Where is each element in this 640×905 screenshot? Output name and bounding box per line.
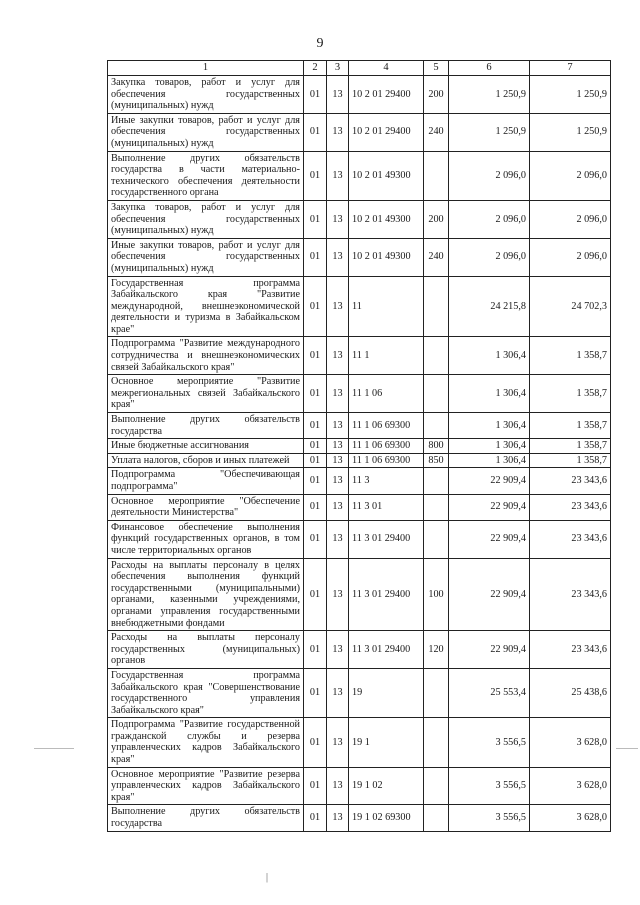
amount-year1-cell: 2 096,0 xyxy=(449,151,530,200)
amount-year1-cell: 2 096,0 xyxy=(449,200,530,238)
target-article-cell: 11 xyxy=(349,276,424,337)
expense-type-cell xyxy=(424,668,449,717)
amount-year1-cell: 2 096,0 xyxy=(449,238,530,276)
target-article-cell: 11 3 01 29400 xyxy=(349,558,424,631)
section-cell: 01 xyxy=(304,468,327,494)
amount-year1-cell: 22 909,4 xyxy=(449,468,530,494)
header-col-5: 5 xyxy=(424,61,449,76)
expense-type-cell xyxy=(424,375,449,413)
amount-year1-cell: 25 553,4 xyxy=(449,668,530,717)
subsection-cell: 13 xyxy=(327,276,349,337)
section-cell: 01 xyxy=(304,631,327,669)
amount-year1-cell: 22 909,4 xyxy=(449,558,530,631)
row-name-cell: Закупка товаров, работ и услуг для обеспечения государственных (муниципальных) нужд xyxy=(108,200,304,238)
amount-year1-cell: 3 556,5 xyxy=(449,767,530,805)
expense-type-cell xyxy=(424,413,449,439)
expense-type-cell xyxy=(424,276,449,337)
header-col-3: 3 xyxy=(327,61,349,76)
header-row xyxy=(108,61,611,76)
expense-type-cell xyxy=(424,805,449,831)
target-article-cell: 11 3 01 xyxy=(349,494,424,520)
section-cell: 01 xyxy=(304,200,327,238)
row-name-cell: Уплата налогов, сборов и иных платежей xyxy=(108,453,304,468)
target-article-cell: 10 2 01 49300 xyxy=(349,200,424,238)
amount-year2-cell: 1 358,7 xyxy=(530,337,611,375)
amount-year1-cell: 1 306,4 xyxy=(449,375,530,413)
subsection-cell: 13 xyxy=(327,375,349,413)
amount-year2-cell: 23 343,6 xyxy=(530,468,611,494)
target-article-cell: 11 1 xyxy=(349,337,424,375)
table-row xyxy=(108,453,611,468)
amount-year2-cell: 23 343,6 xyxy=(530,494,611,520)
section-cell: 01 xyxy=(304,805,327,831)
expense-type-cell: 200 xyxy=(424,200,449,238)
target-article-cell: 11 1 06 69300 xyxy=(349,413,424,439)
amount-year1-cell: 1 250,9 xyxy=(449,76,530,114)
section-cell: 01 xyxy=(304,375,327,413)
amount-year1-cell: 22 909,4 xyxy=(449,494,530,520)
expense-type-cell xyxy=(424,767,449,805)
amount-year2-cell: 24 702,3 xyxy=(530,276,611,337)
row-name-cell: Подпрограмма "Развитие международного сотрудничества и внешнеэкономических связей Забайкальского края" xyxy=(108,337,304,375)
table-row xyxy=(108,631,611,669)
amount-year2-cell: 3 628,0 xyxy=(530,767,611,805)
budget-table xyxy=(107,60,611,832)
row-name-cell: Финансовое обеспечение выполнения функций государственных органов, в том числе территориальных органов xyxy=(108,520,304,558)
table-row xyxy=(108,767,611,805)
row-name-cell: Расходы на выплаты персоналу государственных (муниципальных) органов xyxy=(108,631,304,669)
section-cell: 01 xyxy=(304,439,327,454)
table-row xyxy=(108,439,611,454)
section-cell: 01 xyxy=(304,494,327,520)
section-cell: 01 xyxy=(304,337,327,375)
table-row xyxy=(108,151,611,200)
row-name-cell: Иные закупки товаров, работ и услуг для обеспечения государственных (муниципальных) нужд xyxy=(108,113,304,151)
amount-year1-cell: 24 215,8 xyxy=(449,276,530,337)
target-article-cell: 11 1 06 69300 xyxy=(349,453,424,468)
row-name-cell: Выполнение других обязательств государства в части материально-технического обеспечения деятельности государственного органа xyxy=(108,151,304,200)
row-name-cell: Выполнение других обязательств государства xyxy=(108,413,304,439)
section-cell: 01 xyxy=(304,718,327,767)
amount-year1-cell: 1 306,4 xyxy=(449,439,530,454)
amount-year2-cell: 1 358,7 xyxy=(530,413,611,439)
subsection-cell: 13 xyxy=(327,453,349,468)
amount-year2-cell: 2 096,0 xyxy=(530,238,611,276)
table-row xyxy=(108,337,611,375)
subsection-cell: 13 xyxy=(327,76,349,114)
target-article-cell: 11 3 01 29400 xyxy=(349,631,424,669)
table-body xyxy=(108,76,611,832)
table-row xyxy=(108,468,611,494)
row-name-cell: Подпрограмма "Обеспечивающая подпрограмма" xyxy=(108,468,304,494)
expense-type-cell xyxy=(424,337,449,375)
amount-year2-cell: 3 628,0 xyxy=(530,718,611,767)
subsection-cell: 13 xyxy=(327,337,349,375)
table-row xyxy=(108,668,611,717)
amount-year2-cell: 1 250,9 xyxy=(530,113,611,151)
subsection-cell: 13 xyxy=(327,805,349,831)
target-article-cell: 19 1 xyxy=(349,718,424,767)
target-article-cell: 19 1 02 xyxy=(349,767,424,805)
subsection-cell: 13 xyxy=(327,520,349,558)
section-cell: 01 xyxy=(304,276,327,337)
amount-year1-cell: 1 250,9 xyxy=(449,113,530,151)
expense-type-cell: 850 xyxy=(424,453,449,468)
row-name-cell: Расходы на выплаты персоналу в целях обеспечения выполнения функций государственными (муниципальными) органами, казенными учреждениями, органами управления государственными внебюджетными фондами xyxy=(108,558,304,631)
row-name-cell: Подпрограмма "Развитие государственной гражданской службы и резерва управленческих кадров Забайкальского края" xyxy=(108,718,304,767)
subsection-cell: 13 xyxy=(327,468,349,494)
table-row xyxy=(108,113,611,151)
header-col-6: 6 xyxy=(449,61,530,76)
scan-artifact-line xyxy=(34,748,74,749)
amount-year2-cell: 2 096,0 xyxy=(530,200,611,238)
section-cell: 01 xyxy=(304,767,327,805)
amount-year2-cell: 3 628,0 xyxy=(530,805,611,831)
subsection-cell: 13 xyxy=(327,668,349,717)
subsection-cell: 13 xyxy=(327,238,349,276)
row-name-cell: Основное мероприятие "Развитие резерва управленческих кадров Забайкальского края" xyxy=(108,767,304,805)
amount-year2-cell: 23 343,6 xyxy=(530,520,611,558)
section-cell: 01 xyxy=(304,238,327,276)
amount-year2-cell: 1 250,9 xyxy=(530,76,611,114)
amount-year2-cell: 1 358,7 xyxy=(530,439,611,454)
page-number: 9 xyxy=(316,36,324,51)
expense-type-cell: 120 xyxy=(424,631,449,669)
expense-type-cell xyxy=(424,520,449,558)
subsection-cell: 13 xyxy=(327,631,349,669)
row-name-cell: Государственная программа Забайкальского края "Совершенствование государственного управления Забайкальского края" xyxy=(108,668,304,717)
target-article-cell: 10 2 01 49300 xyxy=(349,238,424,276)
row-name-cell: Закупка товаров, работ и услуг для обеспечения государственных (муниципальных) нужд xyxy=(108,76,304,114)
expense-type-cell xyxy=(424,468,449,494)
target-article-cell: 11 3 xyxy=(349,468,424,494)
subsection-cell: 13 xyxy=(327,151,349,200)
section-cell: 01 xyxy=(304,668,327,717)
section-cell: 01 xyxy=(304,413,327,439)
table-row xyxy=(108,76,611,114)
amount-year1-cell: 1 306,4 xyxy=(449,337,530,375)
subsection-cell: 13 xyxy=(327,718,349,767)
header-col-7: 7 xyxy=(530,61,611,76)
amount-year1-cell: 1 306,4 xyxy=(449,453,530,468)
header-col-2: 2 xyxy=(304,61,327,76)
section-cell: 01 xyxy=(304,76,327,114)
expense-type-cell xyxy=(424,151,449,200)
header-col-4: 4 xyxy=(349,61,424,76)
target-article-cell: 19 xyxy=(349,668,424,717)
row-name-cell: Основное мероприятие "Обеспечение деятельности Министерства" xyxy=(108,494,304,520)
section-cell: 01 xyxy=(304,558,327,631)
row-name-cell: Выполнение других обязательств государства xyxy=(108,805,304,831)
amount-year2-cell: 23 343,6 xyxy=(530,631,611,669)
table-row xyxy=(108,200,611,238)
amount-year2-cell: 25 438,6 xyxy=(530,668,611,717)
subsection-cell: 13 xyxy=(327,413,349,439)
table-row xyxy=(108,558,611,631)
amount-year2-cell: 2 096,0 xyxy=(530,151,611,200)
footer-mark: | xyxy=(266,872,269,883)
target-article-cell: 10 2 01 49300 xyxy=(349,151,424,200)
expense-type-cell: 800 xyxy=(424,439,449,454)
table-row xyxy=(108,375,611,413)
subsection-cell: 13 xyxy=(327,200,349,238)
table-row xyxy=(108,494,611,520)
expense-type-cell xyxy=(424,718,449,767)
target-article-cell: 19 1 02 69300 xyxy=(349,805,424,831)
target-article-cell: 11 1 06 xyxy=(349,375,424,413)
row-name-cell: Иные закупки товаров, работ и услуг для обеспечения государственных (муниципальных) нужд xyxy=(108,238,304,276)
section-cell: 01 xyxy=(304,151,327,200)
expense-type-cell: 240 xyxy=(424,238,449,276)
amount-year2-cell: 1 358,7 xyxy=(530,453,611,468)
table-row xyxy=(108,276,611,337)
expense-type-cell: 100 xyxy=(424,558,449,631)
subsection-cell: 13 xyxy=(327,113,349,151)
target-article-cell: 11 1 06 69300 xyxy=(349,439,424,454)
table-row xyxy=(108,718,611,767)
table-header xyxy=(108,61,611,76)
amount-year1-cell: 1 306,4 xyxy=(449,413,530,439)
subsection-cell: 13 xyxy=(327,767,349,805)
amount-year1-cell: 3 556,5 xyxy=(449,805,530,831)
expense-type-cell xyxy=(424,494,449,520)
section-cell: 01 xyxy=(304,520,327,558)
target-article-cell: 11 3 01 29400 xyxy=(349,520,424,558)
amount-year1-cell: 3 556,5 xyxy=(449,718,530,767)
subsection-cell: 13 xyxy=(327,558,349,631)
section-cell: 01 xyxy=(304,453,327,468)
amount-year1-cell: 22 909,4 xyxy=(449,631,530,669)
subsection-cell: 13 xyxy=(327,494,349,520)
header-col-1: 1 xyxy=(108,61,304,76)
row-name-cell: Иные бюджетные ассигнования xyxy=(108,439,304,454)
amount-year1-cell: 22 909,4 xyxy=(449,520,530,558)
table-row xyxy=(108,413,611,439)
budget-table-container xyxy=(107,60,610,832)
target-article-cell: 10 2 01 29400 xyxy=(349,113,424,151)
target-article-cell: 10 2 01 29400 xyxy=(349,76,424,114)
table-row xyxy=(108,805,611,831)
scan-artifact-line xyxy=(616,748,638,749)
row-name-cell: Основное мероприятие "Развитие межрегиональных связей Забайкальского края" xyxy=(108,375,304,413)
table-row xyxy=(108,520,611,558)
row-name-cell: Государственная программа Забайкальского края "Развитие международной, внешнеэкономической деятельности и туризма в Забайкальском крае" xyxy=(108,276,304,337)
amount-year2-cell: 1 358,7 xyxy=(530,375,611,413)
expense-type-cell: 240 xyxy=(424,113,449,151)
expense-type-cell: 200 xyxy=(424,76,449,114)
amount-year2-cell: 23 343,6 xyxy=(530,558,611,631)
subsection-cell: 13 xyxy=(327,439,349,454)
table-row xyxy=(108,238,611,276)
section-cell: 01 xyxy=(304,113,327,151)
